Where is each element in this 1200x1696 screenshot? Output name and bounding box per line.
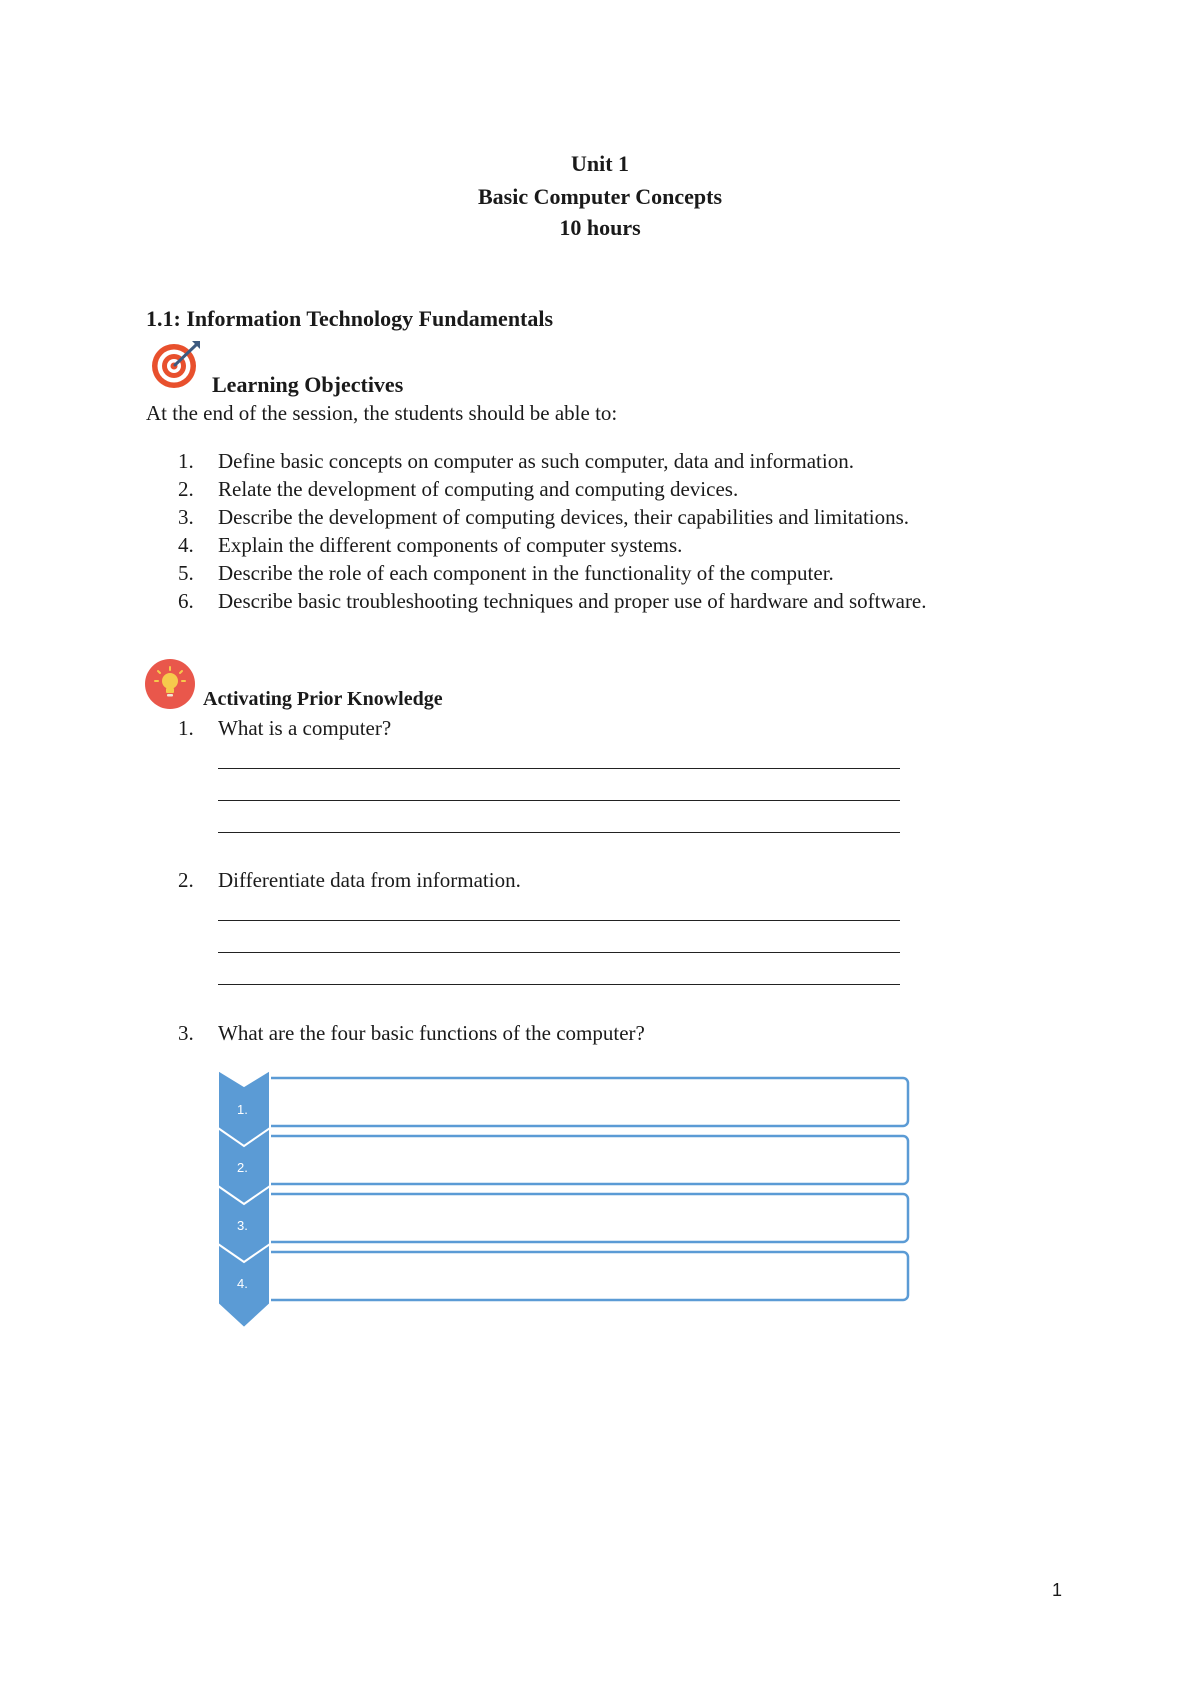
unit-label: Unit 1 xyxy=(570,151,630,176)
objectives-intro: At the end of the session, the students should be able to: xyxy=(146,401,618,425)
function-box-2[interactable] xyxy=(264,1136,908,1184)
section-heading: 1.1: Information Technology Fundamentals xyxy=(146,306,554,331)
functions-diagram xyxy=(200,1070,920,1332)
function-box-3[interactable] xyxy=(264,1194,908,1242)
question-3: 3. What are the four basic functions of the computer? xyxy=(178,1021,645,1045)
function-label-2: 2. xyxy=(237,1160,248,1175)
lightbulb-icon xyxy=(144,658,196,710)
function-label-3: 3. xyxy=(237,1218,248,1233)
function-label-1: 1. xyxy=(237,1102,248,1117)
target-icon xyxy=(148,338,204,392)
function-box-4[interactable] xyxy=(264,1252,908,1300)
question-2: 2. Differentiate data from information. xyxy=(178,868,521,892)
page-number: 1 xyxy=(1051,1580,1062,1600)
answer-line[interactable] xyxy=(218,768,900,769)
answer-line[interactable] xyxy=(218,984,900,985)
answer-line[interactable] xyxy=(218,800,900,801)
learning-objectives-heading: Learning Objectives xyxy=(212,372,404,397)
prior-knowledge-heading: Activating Prior Knowledge xyxy=(203,688,443,710)
function-box-1[interactable] xyxy=(264,1078,908,1126)
answer-line[interactable] xyxy=(218,952,900,953)
question-1: 1. What is a computer? xyxy=(178,716,392,740)
duration-label: 10 hours xyxy=(559,215,641,240)
document-title: Basic Computer Concepts xyxy=(477,184,723,209)
function-label-4: 4. xyxy=(237,1276,248,1291)
answer-line[interactable] xyxy=(218,832,900,833)
answer-line[interactable] xyxy=(218,920,900,921)
